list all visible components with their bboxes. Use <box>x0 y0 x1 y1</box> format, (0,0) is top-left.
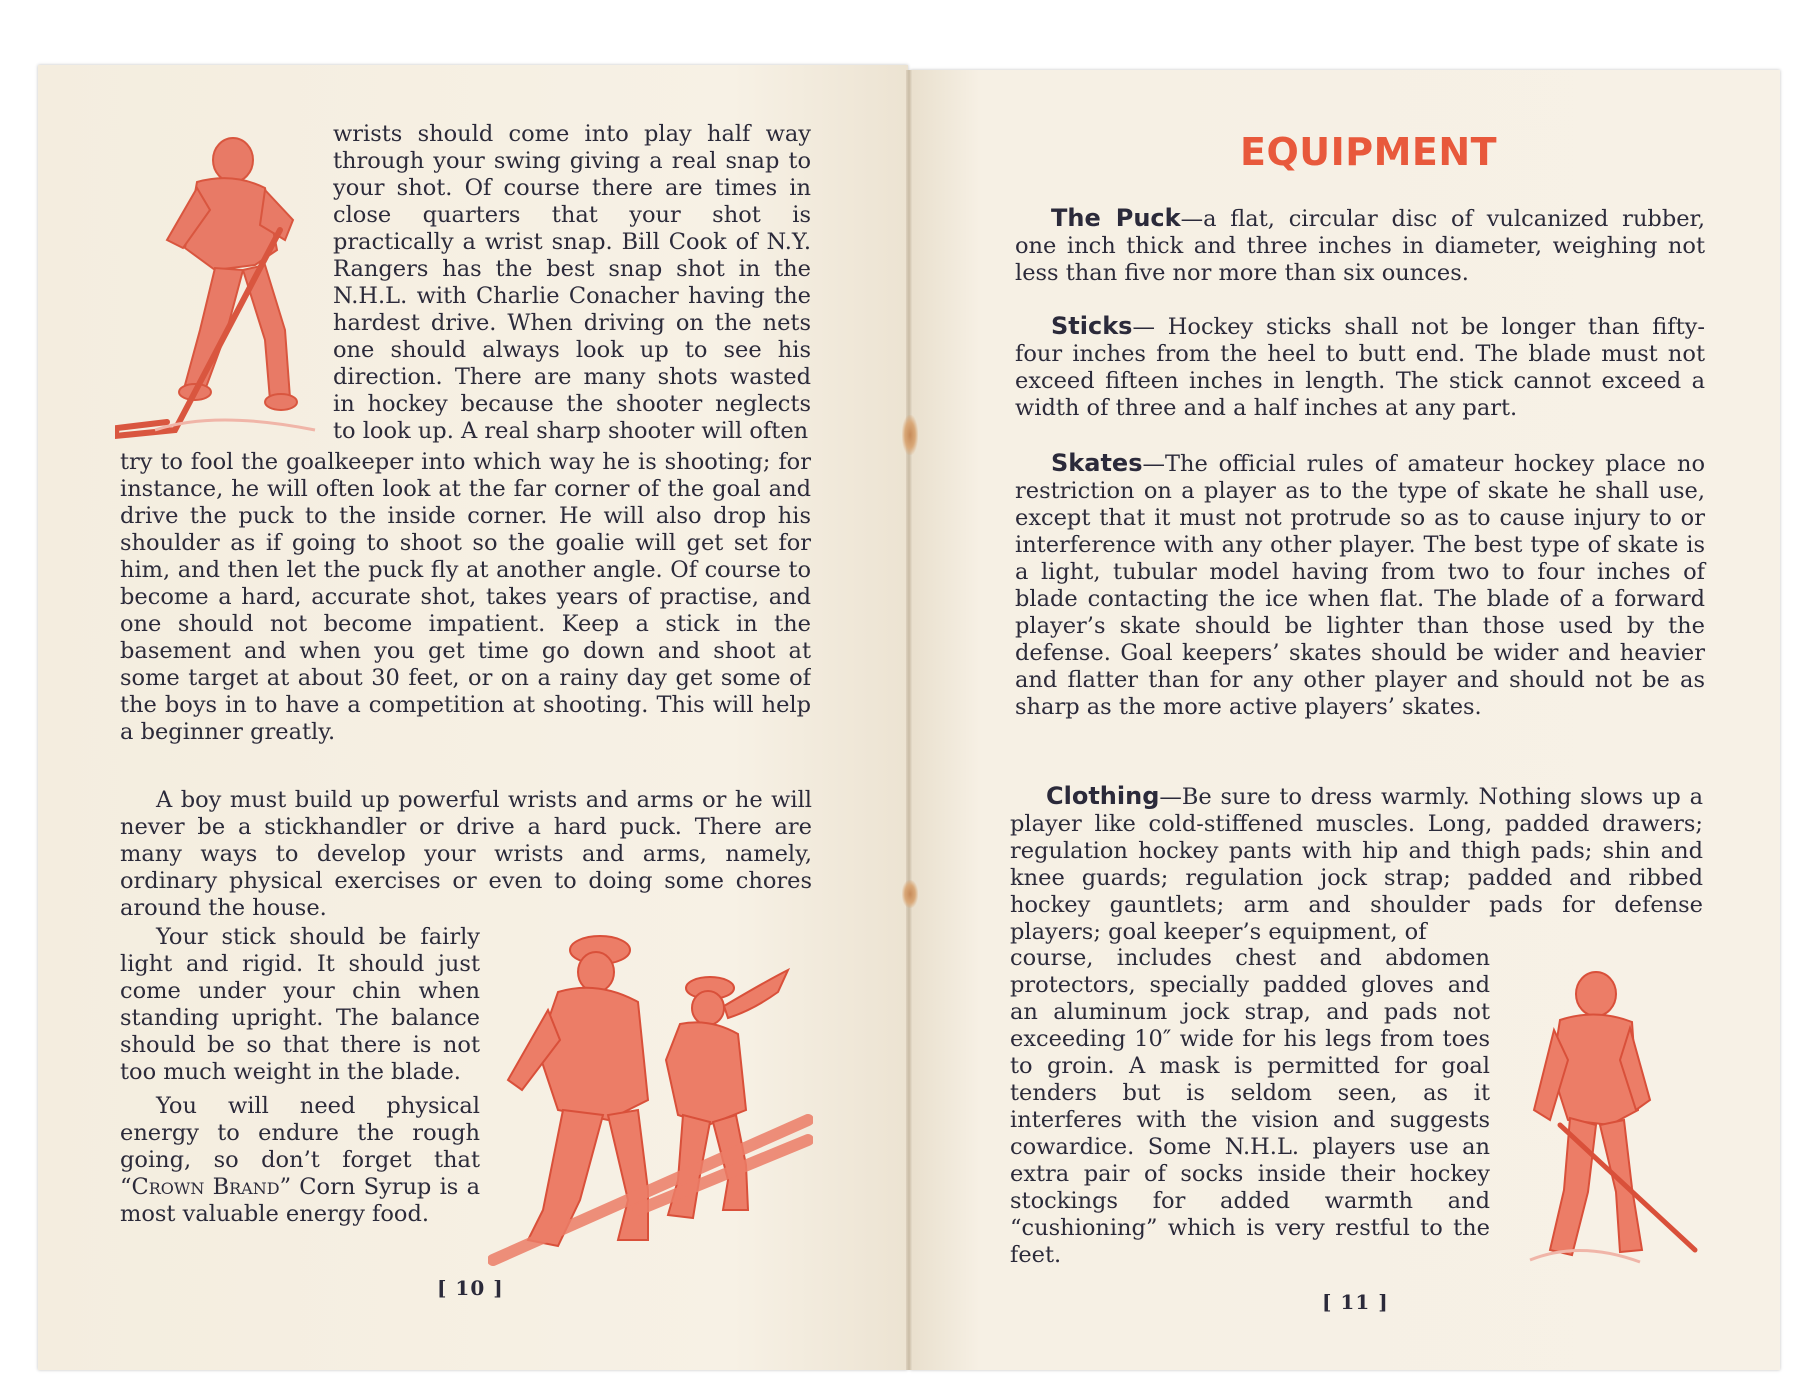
clothing-term: Clothing <box>1046 782 1160 810</box>
left-paragraph-1: wrists should come into play half way through your swing giving a real snap to your shot. Of course there are times in close quarters that your shot is practically a wrist snap. Bill Cook of N.Y. Rangers has the best snap shot in the N.H.L. with Charlie Conacher having the hardest drive. When driving on the nets one should always look up to see his direction. There are many shots wasted in hockey because the shooter neglects to look up. A real sharp shooter will often <box>333 121 811 444</box>
hockey-player-standing-illustration <box>1520 960 1700 1275</box>
sticks-paragraph <box>1015 313 1705 422</box>
left-paragraph-1-continued <box>120 449 811 746</box>
two-boys-skating-illustration <box>488 910 813 1270</box>
puck-text: —a flat, circular disc of vulcanized rubber, one inch thick and three inches in diameter, weighing not less than five nor more than six ounces. <box>1015 206 1705 286</box>
crown-brand-name: Crown Brand <box>131 1174 280 1200</box>
page-title: EQUIPMENT <box>1240 130 1498 174</box>
left-paragraph-1-continued-text: try to fool the goalkeeper into which way he is shooting; for instance, he will often look at the far corner of the goal and drive the puck to the inside corner. He will also drop his shoulder as if going to shoot so the goalie will get set for him, and then let the puck fly at another angle. Of course to become a hard, accurate shot, takes years of practise, and one should not become impatient. Keep a stick in the basement and when you get time go down and shoot at some target at about 30 feet, or on a rainy day get some of the boys in to have a competition at shooting. This will help a beginner greatly. <box>120 449 811 745</box>
sticks-text: — Hockey sticks shall not be longer than fifty-four inches from the heel to butt end. The blade must not exceed fifteen inches in length. The stick cannot exceed a width of three and a half inches at any part. <box>1015 314 1705 421</box>
page-number-left: [ 10 ] <box>437 1276 504 1300</box>
staple-lower <box>902 880 918 908</box>
skates-paragraph <box>1015 450 1705 721</box>
page-number-right: [ 11 ] <box>1322 1290 1389 1314</box>
clothing-text-top: —Be sure to dress warmly. Nothing slows up a player like cold-stiffened muscles. Long, padded drawers; regulation hockey pants with hip and thigh pads; shin and knee guards; regulation jock strap; padded and ribbed hockey gauntlets; arm and shoulder pads for defense players; goal keeper’s equipment, of <box>1010 784 1703 945</box>
staple-upper <box>902 415 918 455</box>
puck-paragraph <box>1015 205 1705 287</box>
skates-text: —The official rules of amateur hockey place no restriction on a player as to the type of skate he shall use, except that it must not protrude so as to cause injury to or interference with any other player. The best type of skate is a light, tubular model having from two to four inches of blade contacting the ice when flat. The blade of a forward player’s skate should be lighter than those used by the defense. Goal keepers’ skates should be wider and heavier and flatter than for any other player and should not be as sharp as the more active players’ skates. <box>1015 451 1705 720</box>
skates-term: Skates <box>1051 449 1143 477</box>
left-paragraph-3: Your stick should be fairly light and rigid. It should just come under your chin when standing upright. The balance should be so that there is not too much weight in the blade. <box>120 924 480 1085</box>
sticks-term: Sticks <box>1051 312 1133 340</box>
clothing-paragraph-continued: course, includes chest and abdomen protectors, specially padded gloves and an aluminum jock strap, and pads not exceeding 10″ wide for his legs from toes to groin. A mask is permitted for goal tenders but is seldom seen, as it interferes with the vision and suggests cowardice. Some N.H.L. players use an extra pair of socks inside their hockey stockings for added warmth and “cushioning” which is very restful to the feet. <box>1010 945 1490 1268</box>
left-paragraph-4 <box>120 1093 480 1228</box>
left-paragraph-4-before: You will need physical energy to endure the rough going, so don’t forget that “ <box>120 1093 480 1200</box>
book-spine <box>906 70 912 1370</box>
left-paragraph-2: A boy must build up powerful wrists and arms or he will never be a stickhandler or drive a hard puck. There are many ways to develop your wrists and arms, namely, ordinary physical exercises or even to doing some chores around the house. <box>120 787 812 921</box>
hockey-player-shooting-illustration <box>115 130 320 455</box>
puck-term: The Puck <box>1051 204 1181 232</box>
left-paragraph-1-wrapped <box>333 121 811 445</box>
clothing-paragraph <box>1010 783 1703 946</box>
left-paragraph-4-after: ” Corn Syrup is a most valuable energy food. <box>120 1174 480 1227</box>
